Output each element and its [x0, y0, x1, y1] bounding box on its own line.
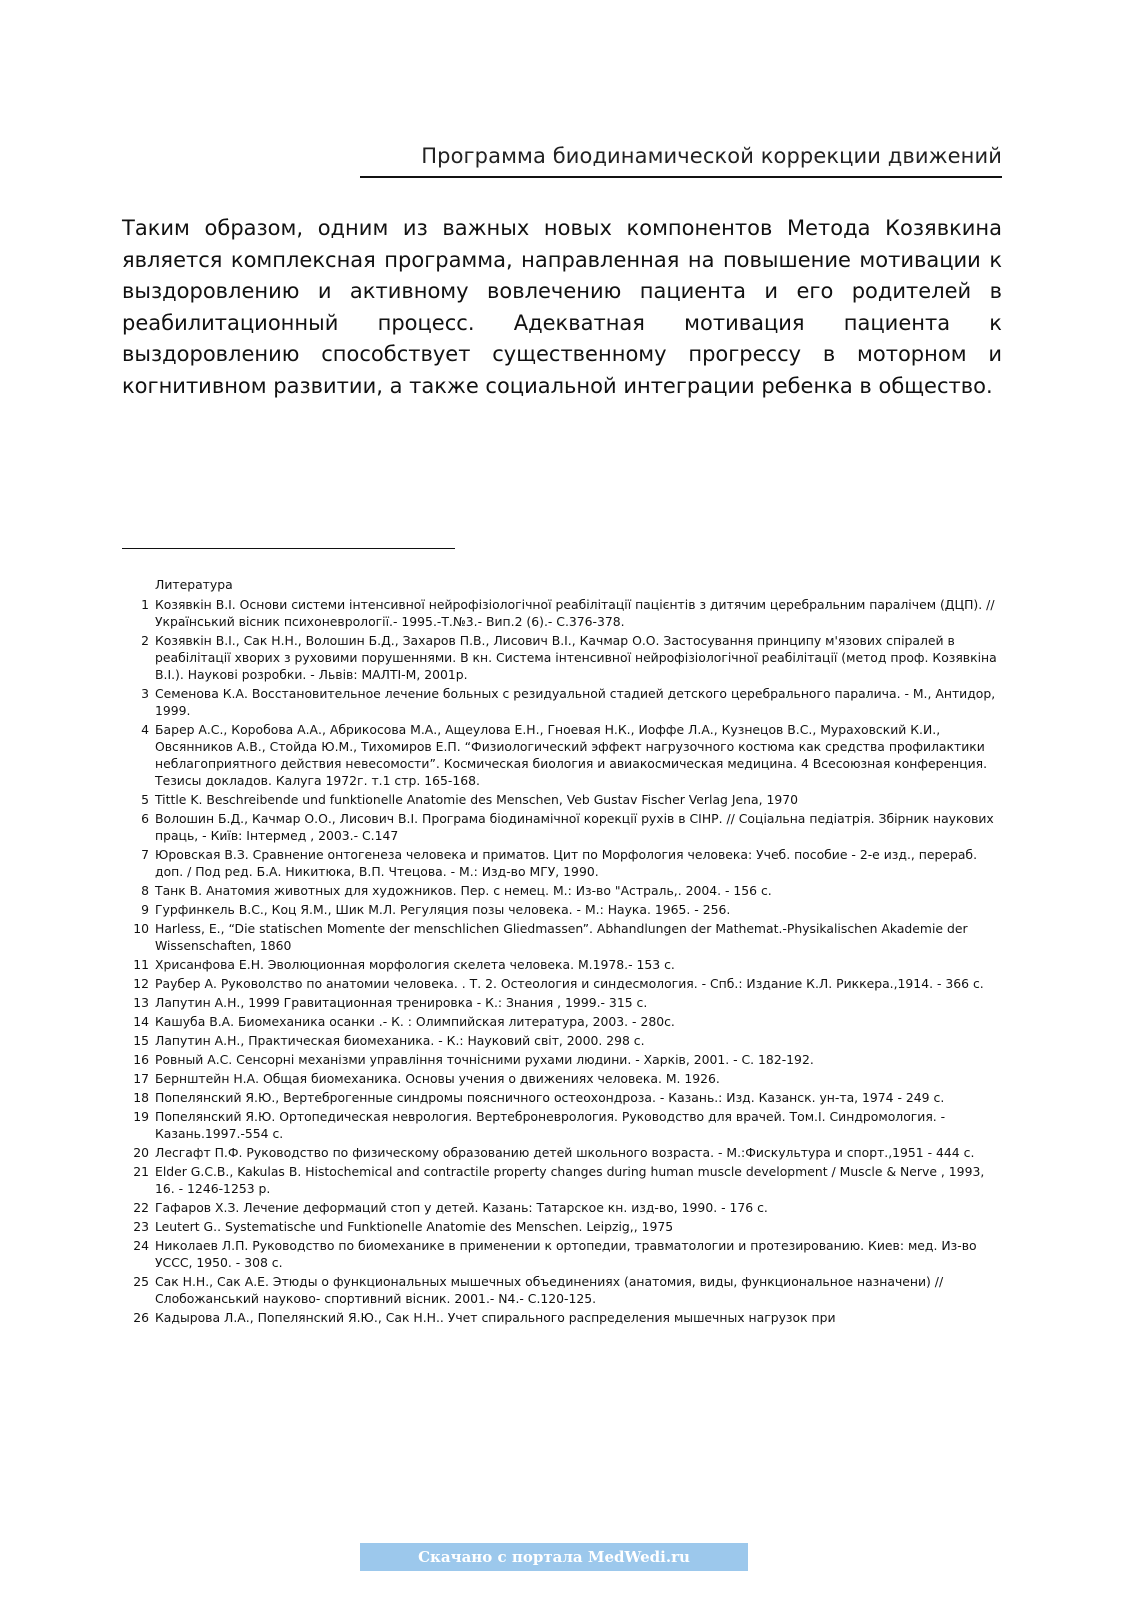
reference-text: Ровный А.С. Сенсорні механізми управління точнісними рухами людини. - Харків, 2001. - С. 182-192.: [155, 1052, 814, 1067]
reference-number: 19: [133, 1109, 149, 1124]
header-rule: [360, 176, 1002, 178]
references-title: Литература: [155, 577, 233, 592]
reference-text: Семенова К.А. Восстановительное лечение больных с резидуальной стадией детского церебрального паралича. - М., Антидор, 1999.: [155, 686, 996, 718]
body-paragraph: Таким образом, одним из важных новых компонентов Метода Козявкина является комплексная программа, направленная на повышение мотивации к выздоровлению и активному вовлечению пациента и его родителей в реабилитационный процесс. Адекватная мотивация пациента к выздоровлению способствует существенному прогрессу в моторном и когнитивном развитии, а также социальной интеграции ребенка в общество.: [122, 216, 1002, 398]
reference-number: 2: [141, 633, 149, 648]
reference-number: 7: [141, 847, 149, 862]
reference-item: [141, 721, 1007, 789]
reference-item: [141, 901, 1007, 918]
reference-item: [133, 975, 1007, 992]
reference-item: [133, 1237, 1007, 1271]
references-section: [133, 576, 1007, 1328]
reference-item: [141, 596, 1007, 630]
reference-number: 9: [141, 902, 149, 917]
reference-number: 4: [141, 722, 149, 737]
reference-item: [133, 1163, 1007, 1197]
reference-item: [133, 1051, 1007, 1068]
download-watermark-banner: Скачано с портала MedWedi.ru: [360, 1543, 748, 1571]
reference-number: 14: [133, 1014, 149, 1029]
reference-number: 13: [133, 995, 149, 1010]
reference-number: 6: [141, 811, 149, 826]
reference-number: 21: [133, 1164, 149, 1179]
reference-item: [133, 1309, 1007, 1326]
reference-text: Elder G.C.B., Kakulas B. Histochemical and contractile property changes during human muscle development / Muscle & Nerve , 1993, 16. - 1246-1253 p.: [155, 1164, 985, 1196]
reference-item: [133, 1032, 1007, 1049]
reference-text: Юровская В.З. Сравнение онтогенеза человека и приматов. Цит по Морфология человека: Учеб. пособие - 2-е изд., перераб. доп. / Под ред. Б.А. Никитюка, В.П. Чтецова. - М.: Изд-во МГУ, 1990.: [155, 847, 978, 879]
reference-text: Кадырова Л.А., Попелянский Я.Ю., Сак Н.Н.. Учет спирального распределения мышечных нагрузок при: [155, 1310, 836, 1325]
reference-number: 23: [133, 1219, 149, 1234]
running-head: Программа биодинамической коррекции движений: [421, 144, 1002, 168]
reference-text: Попелянский Я.Ю., Вертеброгенные синдромы поясничного остеохондроза. - Казань.: Изд. Казанск. ун-та, 1974 - 249 с.: [155, 1090, 945, 1105]
reference-text: Сак Н.Н., Сак А.Е. Этюды о функциональных мышечных объединениях (анатомия, виды, функциональное назначени) // Слобожанський науково- спортивний вісник. 2001.- N4.- С.120-125.: [155, 1274, 944, 1306]
reference-item: [133, 1070, 1007, 1087]
reference-item: [141, 882, 1007, 899]
reference-number: 26: [133, 1310, 149, 1325]
reference-number: 15: [133, 1033, 149, 1048]
reference-number: 16: [133, 1052, 149, 1067]
reference-number: 22: [133, 1200, 149, 1215]
reference-number: 18: [133, 1090, 149, 1105]
reference-number: 3: [141, 686, 149, 701]
reference-item: [141, 685, 1007, 719]
reference-number: 11: [133, 957, 149, 972]
reference-item: [133, 1273, 1007, 1307]
reference-item: [133, 1218, 1007, 1235]
reference-number: 10: [133, 921, 149, 936]
reference-text: Гурфинкель В.С., Коц Я.М., Шик М.Л. Регуляция позы человека. - М.: Наука. 1965. - 256.: [155, 902, 731, 917]
reference-item: [141, 846, 1007, 880]
reference-text: Harless, E., “Die statischen Momente der menschlichen Gliedmassen”. Abhandlungen der Mathemat.-Physikalischen Akademie der Wissenschaften, 1860: [155, 921, 968, 953]
reference-item: [141, 632, 1007, 683]
reference-number: 24: [133, 1238, 149, 1253]
reference-text: Хрисанфова Е.Н. Эволюционная морфология скелета человека. М.1978.- 153 с.: [155, 957, 675, 972]
reference-item: [133, 1013, 1007, 1030]
reference-text: Козявкін В.І., Сак Н.Н., Волошин Б.Д., Захаров П.В., Лисович В.І., Качмар О.О. Застосування принципу м'язових спіралей в реабілітації хворих з руховими порушеннями. В кн. Система інтенсивної нейрофізіологічної реабілітації (метод проф. Козявкіна В.І.). Наукові розробки. - Львів: МАЛТІ-М, 2001р.: [155, 633, 997, 682]
references-list: [133, 596, 1007, 1326]
reference-item: [141, 791, 1007, 808]
reference-item: [133, 1199, 1007, 1216]
reference-text: Гафаров Х.З. Лечение деформаций стоп у детей. Казань: Татарское кн. изд-во, 1990. - 176 с.: [155, 1200, 768, 1215]
reference-number: 5: [141, 792, 149, 807]
reference-text: Барер А.С., Коробова А.А., Абрикосова М.А., Ащеулова Е.Н., Гноевая Н.К., Иоффе Л.А., Кузнецов В.С., Мураховский К.И., Овсянников А.В., Стойда Ю.М., Тихомиров Е.П. “Физиологический эффект нагрузочного костюма как средства профилактики неблагоприятного действия невесомости”. Космическая биология и авиакосмическая медицина. 4 Всесоюзная конференция. Тезисы докладов. Калуга 1972г. т.1 стр. 165-168.: [155, 722, 988, 788]
reference-number: 20: [133, 1145, 149, 1160]
reference-text: Бернштейн Н.А. Общая биомеханика. Основы учения о движениях человека. М. 1926.: [155, 1071, 720, 1086]
reference-item: [133, 994, 1007, 1011]
reference-text: Tittle K. Beschreibende und funktionelle Anatomie des Menschen, Veb Gustav Fischer Verlag Jena, 1970: [155, 792, 798, 807]
reference-number: 12: [133, 976, 149, 991]
reference-number: 8: [141, 883, 149, 898]
reference-text: Волошин Б.Д., Качмар О.О., Лисович В.І. Програма біодинамічної корекції рухів в СІНР. // Соціальна педіатрія. Збірник наукових праць, - Київ: Інтермед , 2003.- С.147: [155, 811, 994, 843]
reference-item: [133, 1144, 1007, 1161]
reference-number: 25: [133, 1274, 149, 1289]
reference-text: Козявкін В.І. Основи системи інтенсивної нейрофізіологічної реабілітації пацієнтів з дитячим церебральним паралічем (ДЦП). // Український вісник психоневрології.- 1995.-Т.№3.- Вип.2 (6).- С.376-378.: [155, 597, 995, 629]
reference-text: Раубер А. Руковолство по анатомии человека. . Т. 2. Остеология и синдесмология. - Спб.: Издание К.Л. Риккера.,1914. - 366 с.: [155, 976, 984, 991]
reference-text: Лесгафт П.Ф. Руководство по физическому образованию детей школьного возраста. - М.:Фискультура и спорт.,1951 - 444 с.: [155, 1145, 975, 1160]
reference-item: [133, 920, 1007, 954]
reference-number: 1: [141, 597, 149, 612]
footnote-rule: [122, 548, 455, 549]
reference-text: Кашуба В.А. Биомеханика осанки .- К. : Олимпийская литература, 2003. - 280с.: [155, 1014, 675, 1029]
reference-text: Лапутин А.Н., 1999 Гравитационная тренировка - К.: Знания , 1999.- 315 с.: [155, 995, 648, 1010]
reference-item: [141, 810, 1007, 844]
reference-item: [133, 1108, 1007, 1142]
reference-text: Танк В. Анатомия животных для художников. Пер. с немец. М.: Из-во "Астраль,. 2004. - 156 с.: [155, 883, 772, 898]
reference-item: [133, 1089, 1007, 1106]
reference-text: Попелянский Я.Ю. Ортопедическая неврология. Вертеброневрология. Руководство для врачей. Том.І. Синдромология. - Казань.1997.-554 с.: [155, 1109, 946, 1141]
reference-text: Николаев Л.П. Руководство по биомеханике в применении к ортопедии, травматологии и протезированию. Киев: мед. Из-во УССС, 1950. - 308 с.: [155, 1238, 977, 1270]
reference-text: Leutert G.. Systematische und Funktionelle Anatomie des Menschen. Leipzig,, 1975: [155, 1219, 674, 1234]
reference-text: Лапутин А.Н., Практическая биомеханика. - К.: Науковий світ, 2000. 298 с.: [155, 1033, 645, 1048]
reference-number: 17: [133, 1071, 149, 1086]
reference-item: [133, 956, 1007, 973]
